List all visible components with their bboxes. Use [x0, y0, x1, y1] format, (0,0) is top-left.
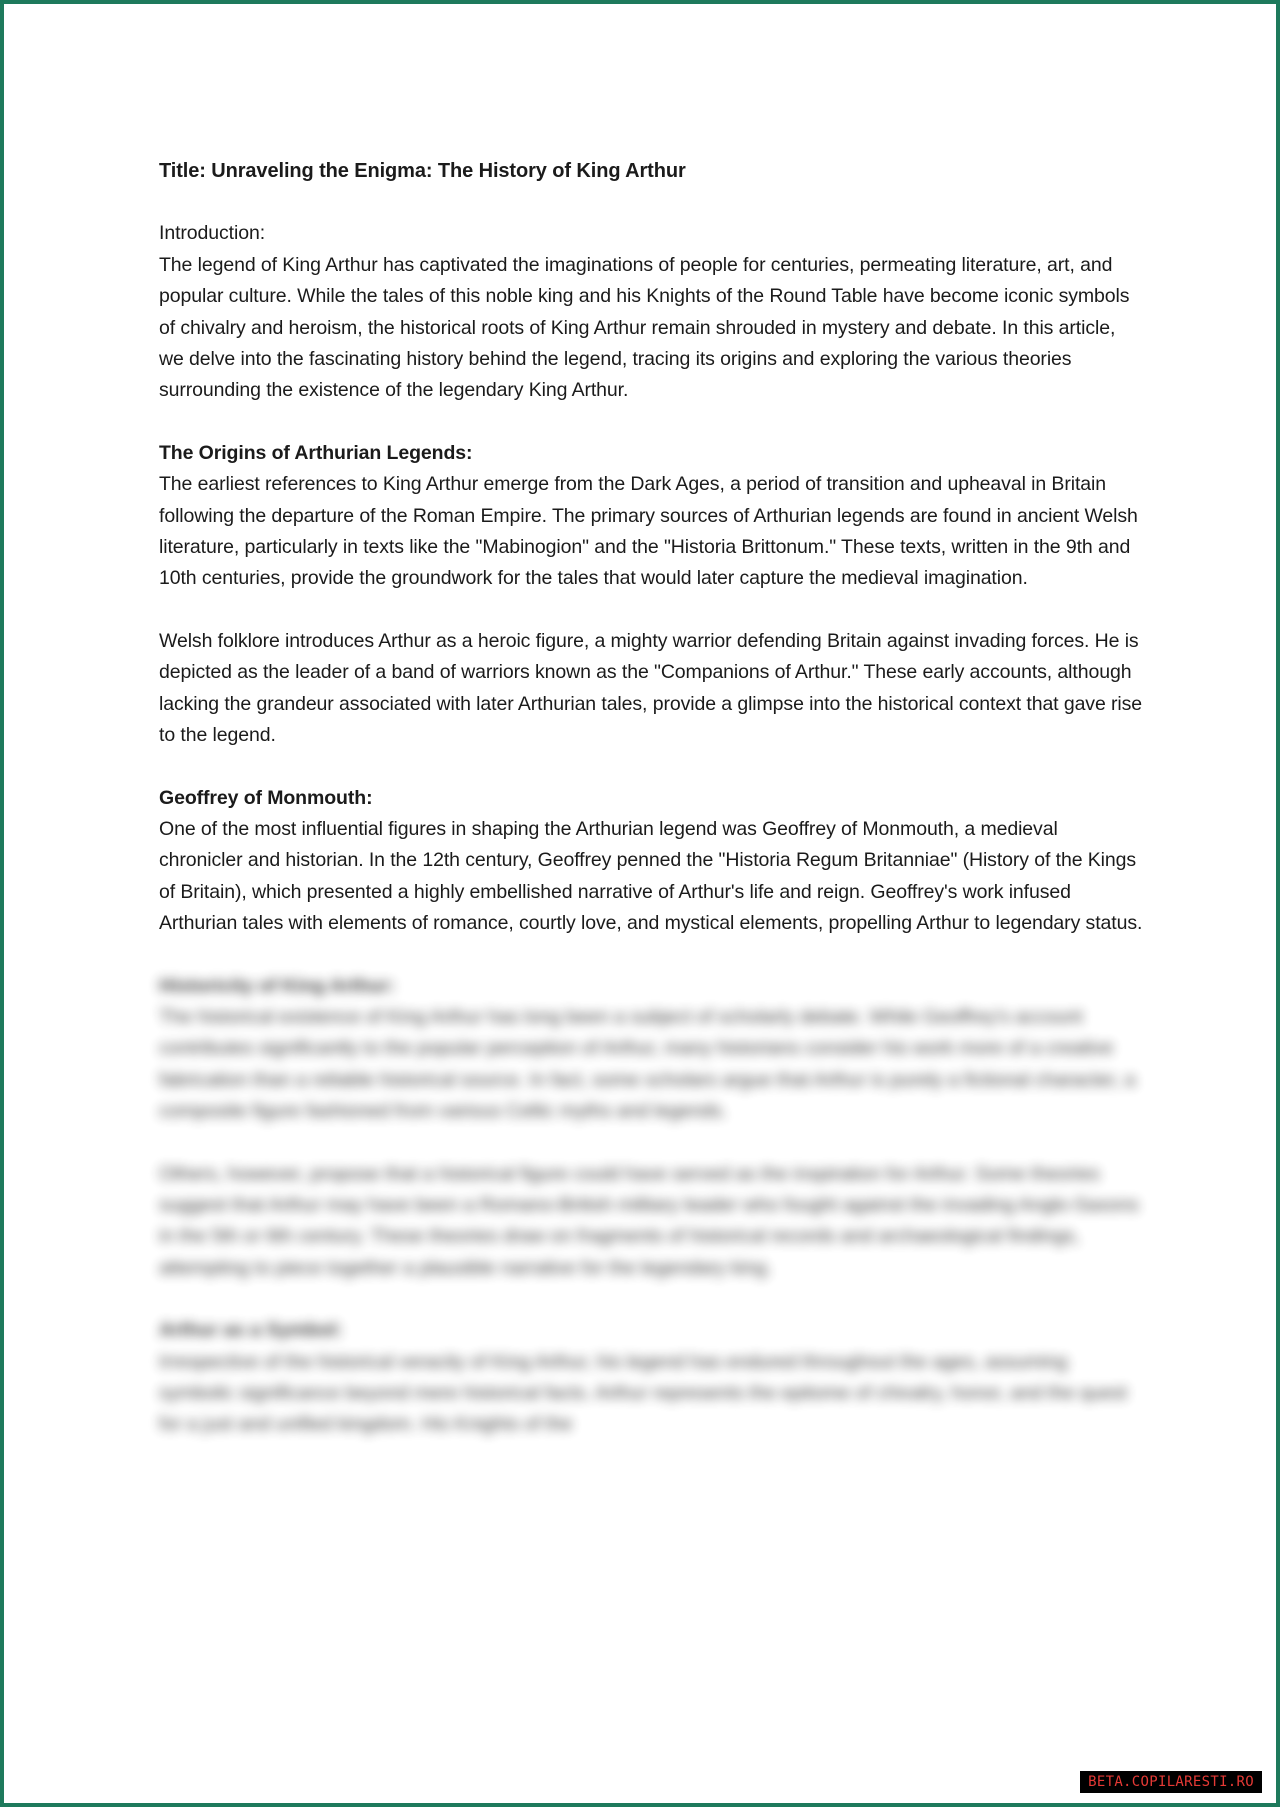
spacer: [159, 1284, 1144, 1315]
spacer: [159, 752, 1144, 783]
section-heading-symbol: Arthur as a Symbol:: [159, 1319, 343, 1342]
historicity-paragraph-1: The historical existence of King Arthur has long been a subject of scholarly debate. While Geoffrey's account contributes significantly to the popular perception of Arthur, many historians consider his work more of a creative fabrication than a reliable historical source. In fact, some scholars argue that Arthur is purely a fictional character, a composite figure fashioned from various Celtic myths and legends.: [159, 1005, 1136, 1123]
document-body: [159, 156, 1144, 1441]
origins-paragraph-2: Welsh folklore introduces Arthur as a heroic figure, a mighty warrior defending Britain against invading forces. He is depicted as the leader of a band of warriors known as the "Companions of Arthur." These early accounts, although lacking the grandeur associated with later Arthurian tales, provide a glimpse into the historical context that gave rise to the legend.: [159, 629, 1143, 747]
spacer: [159, 1128, 1144, 1159]
historicity-paragraph-2: Others, however, propose that a historical figure could have served as the inspiration for Arthur. Some theories suggest that Arthur may have been a Romano-British military leader who fought against the invading Anglo-Saxons in the 5th or 6th century. These theories draw on fragments of historical records and archaeological findings, attempting to piece together a plausible narrative for the legendary king.: [159, 1162, 1139, 1279]
geoffrey-paragraph: One of the most influential figures in shaping the Arthurian legend was Geoffrey of Monmouth, a medieval chronicler and historian. In the 12th century, Geoffrey penned the "Historia Regum Britanniae" (History of the Kings of Britain), which presented a highly embellished narrative of Arthur's life and reign. Geoffrey's work infused Arthurian tales with elements of romance, courtly love, and mystical elements, propelling Arthur to legendary status.: [159, 817, 1143, 935]
spacer: [159, 407, 1144, 438]
intro-paragraph: The legend of King Arthur has captivated the imaginations of people for centuries, permeating literature, art, and popular culture. While the tales of this noble king and his Knights of the Round Table have become iconic symbols of chivalry and heroism, the historical roots of King Arthur remain shrouded in mystery and debate. In this article, we delve into the fascinating history behind the legend, tracing its origins and exploring the various theories surrounding the existence of the legendary King Arthur.: [159, 253, 1130, 402]
symbol-paragraph: Irrespective of the historical veracity of King Arthur, his legend has endured throughout the ages, assuming symbolic significance beyond mere historical facts. Arthur represents the epitome of chivalry, honor, and the quest for a just and unified kingdom. His Knights of the: [159, 1350, 1127, 1436]
section-heading-historicity: Historicity of King Arthur:: [159, 974, 395, 997]
document-title: Title: Unraveling the Enigma: The History of King Arthur: [159, 160, 686, 182]
section-heading-origins: The Origins of Arthurian Legends:: [159, 441, 473, 464]
spacer: [159, 940, 1144, 971]
spacer: [159, 595, 1144, 626]
blurred-preview-section: [159, 971, 1144, 1441]
origins-paragraph-1: The earliest references to King Arthur emerge from the Dark Ages, a period of transition and upheaval in Britain following the departure of the Roman Empire. The primary sources of Arthurian legends are found in ancient Welsh literature, particularly in texts like the "Mabinogion" and the "Historia Brittonum." These texts, written in the 9th and 10th centuries, provide the groundwork for the tales that would later capture the medieval imagination.: [159, 473, 1138, 590]
intro-label: Introduction:: [159, 222, 266, 245]
section-heading-geoffrey: Geoffrey of Monmouth:: [159, 786, 373, 809]
site-watermark: BETA.COPILARESTI.RO: [1080, 1771, 1262, 1793]
